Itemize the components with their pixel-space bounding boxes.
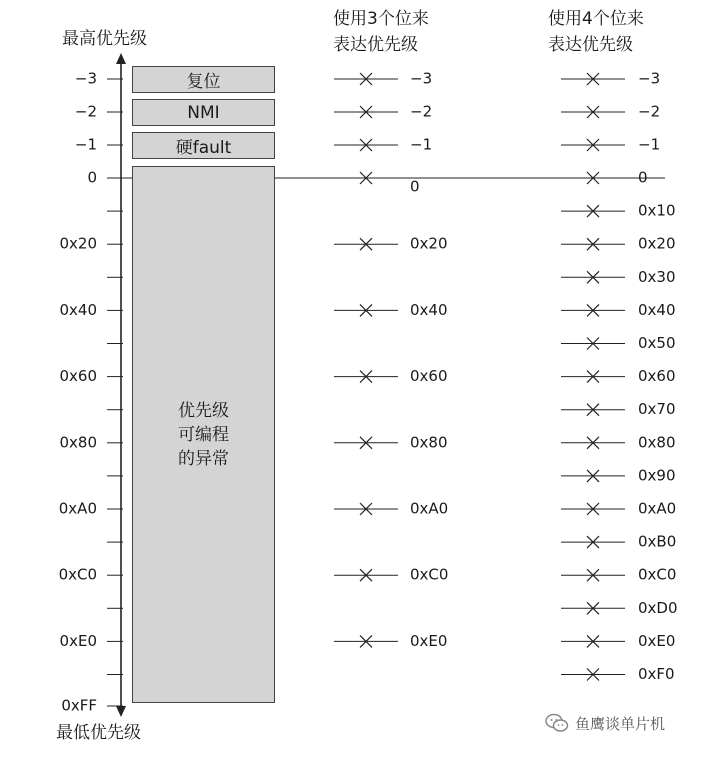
hardfault-box-label: 硬fault	[175, 138, 232, 158]
col4-mark-label: 0xE0	[638, 631, 676, 650]
axis-tick-label: 0xE0	[59, 631, 97, 650]
col3-mark-label: 0xA0	[410, 499, 449, 518]
reset-box	[132, 66, 275, 93]
col4-mark-label: −2	[638, 102, 661, 121]
col4-mark-label: 0xF0	[638, 665, 675, 683]
col3-mark-label: −2	[410, 102, 433, 121]
col3-mark-label: 0x20	[410, 234, 448, 253]
col3-mark-label: −3	[410, 69, 433, 88]
col4-mark-label: 0	[638, 168, 648, 187]
programmable-box	[132, 166, 275, 703]
axis-tick-label: 0x40	[59, 300, 97, 319]
axis-tick-label: 0xA0	[58, 499, 97, 518]
col4-mark-label: 0x70	[638, 400, 676, 419]
programmable-label-line1: 优先级	[178, 400, 229, 421]
axis-tick-label: 0x80	[59, 433, 97, 452]
col4-mark-label: 0x50	[638, 334, 676, 352]
axis-bottom-label: 最低优先级	[56, 723, 141, 743]
col4-mark-label: 0xB0	[638, 532, 677, 551]
col4-mark-label: −1	[638, 135, 661, 154]
nmi-box	[132, 99, 275, 126]
watermark-text: 鱼鹰谈单片机	[575, 714, 666, 733]
axis-tick-label: 0x20	[59, 234, 97, 253]
hardfault-box	[132, 132, 275, 159]
axis-tick-label: 0xC0	[58, 565, 97, 584]
col4-title-line2: 表达优先级	[548, 35, 633, 55]
col4-mark-label: 0xC0	[638, 565, 677, 584]
axis-tick-label: −2	[74, 102, 97, 121]
programmable-label-line3: 的异常	[178, 448, 229, 469]
axis-tick-label: 0x60	[59, 367, 97, 386]
col4-mark-label: −3	[638, 69, 661, 88]
col4-title-line1: 使用4个位来	[548, 9, 644, 29]
watermark	[545, 712, 665, 734]
col3-mark-label: 0x60	[410, 367, 448, 386]
col4-mark-label: 0x10	[638, 201, 676, 220]
programmable-label-line2: 可编程	[178, 424, 229, 445]
col4-mark-label: 0xD0	[638, 598, 678, 617]
axis-tick-label: −1	[74, 135, 97, 154]
axis-top-label: 最高优先级	[62, 29, 147, 49]
col3-mark-label: 0	[410, 177, 420, 196]
col4-mark-label: 0x30	[638, 267, 676, 286]
col3-mark-label: 0x40	[410, 300, 448, 319]
col3-mark-label: 0xE0	[410, 631, 448, 650]
reset-box-label: 复位	[186, 72, 221, 92]
axis-arrow-up	[116, 53, 126, 64]
col3-title-line2: 表达优先级	[333, 35, 418, 55]
nmi-box-label: NMI	[187, 102, 220, 123]
col4-mark-label: 0x40	[638, 300, 676, 319]
axis-arrow-down	[116, 706, 126, 717]
col3-mark-label: 0x80	[410, 433, 448, 452]
wechat-icon	[545, 712, 569, 734]
col4-mark-label: 0x20	[638, 234, 676, 253]
col3-mark-label: 0xC0	[410, 565, 449, 584]
col3-mark-label: −1	[410, 135, 433, 154]
col3-title-line1: 使用3个位来	[333, 9, 429, 29]
axis-tick-label: 0xFF	[61, 696, 97, 715]
axis-tick-label: 0	[87, 168, 97, 187]
col4-mark-label: 0xA0	[638, 499, 677, 518]
col4-mark-label: 0x90	[638, 466, 676, 485]
col4-mark-label: 0x60	[638, 367, 676, 386]
col4-mark-label: 0x80	[638, 433, 676, 452]
axis-tick-label: −3	[74, 69, 97, 88]
